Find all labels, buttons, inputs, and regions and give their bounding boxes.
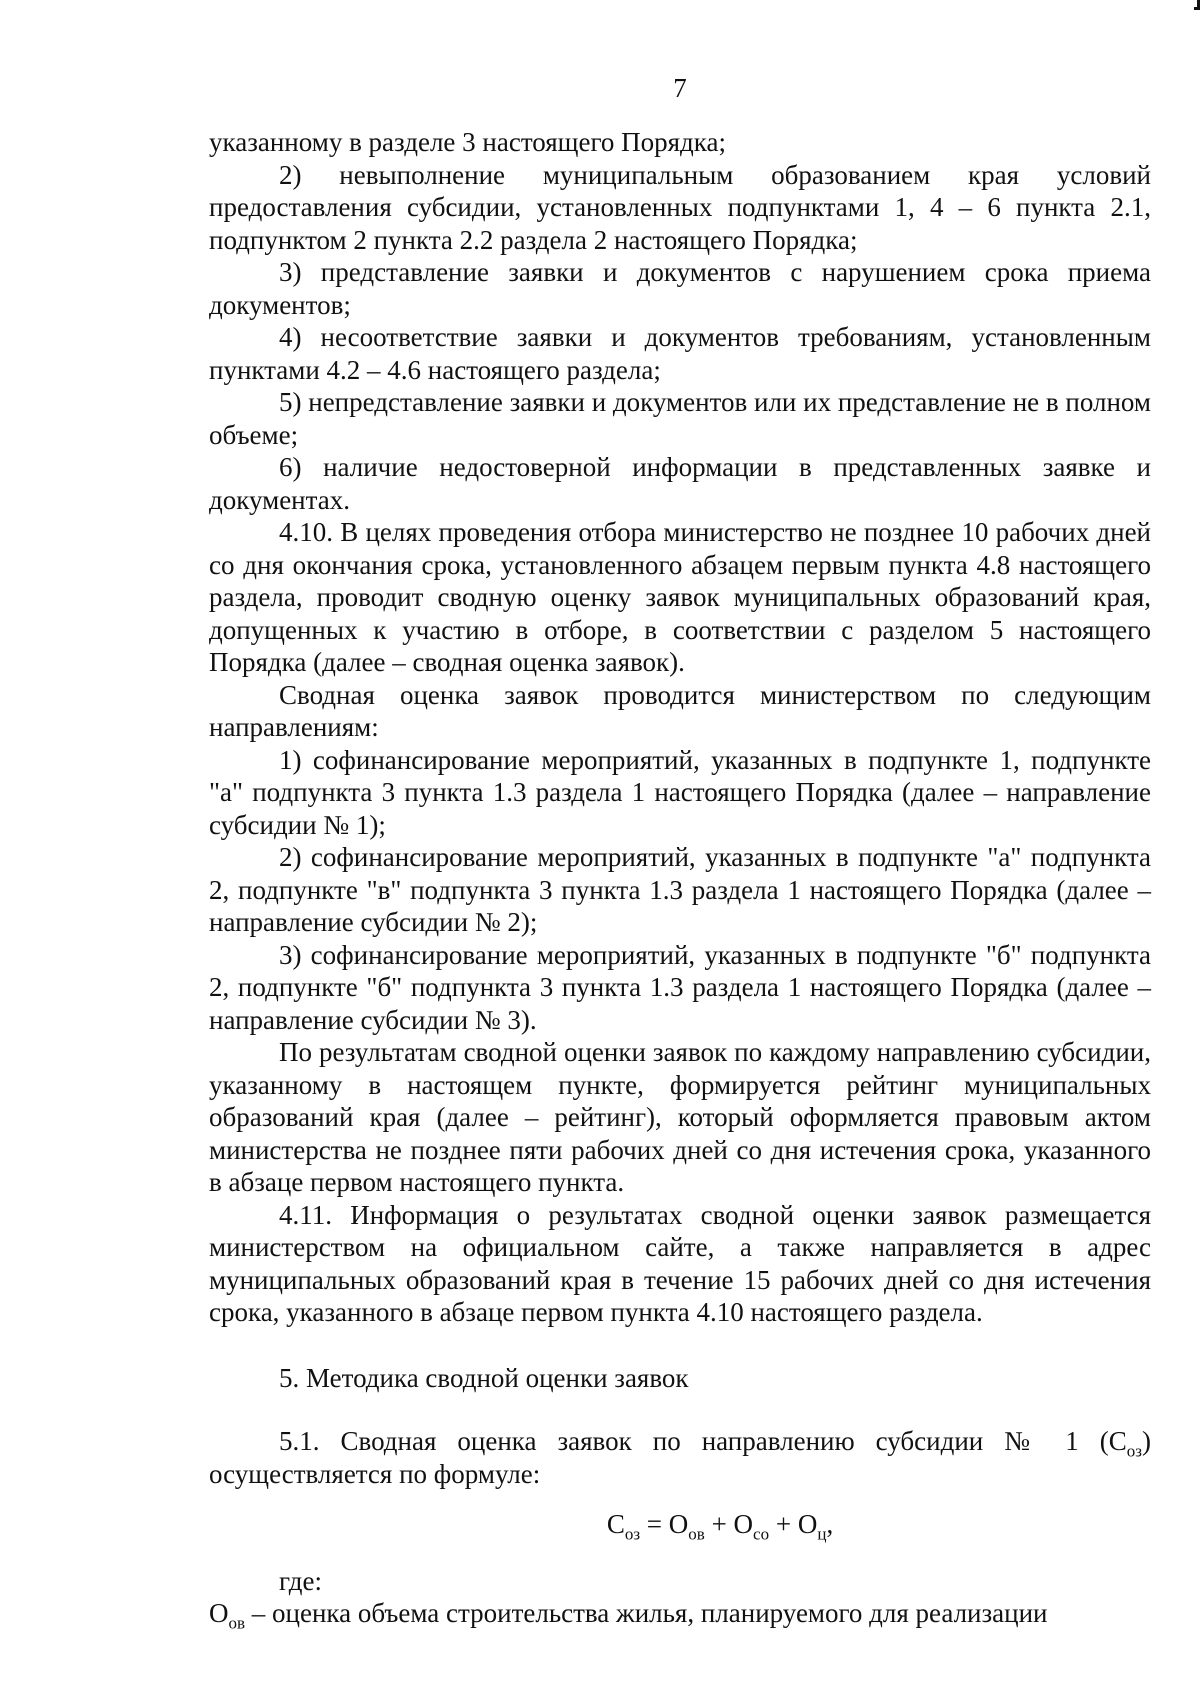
list-item: 2) невыполнение муниципальным образованием края условий предоставления субсидии, установленных подпунктами 1, 4 – 6 пункта 2.1, подпунктом 2 пункта 2.2 раздела 2 настоящего Порядка;: [209, 159, 1151, 255]
formula-symbol: + О: [769, 1509, 818, 1539]
list-item: 4) несоответствие заявки и документов требованиям, установленным пунктами 4.2 – 4.6 настоящего раздела;: [209, 322, 1151, 385]
paragraph: [209, 1425, 1151, 1490]
paragraph-text: ) осуществляется по формуле:: [209, 1426, 1151, 1489]
paragraph: Сводная оценка заявок проводится министерством по следующим направлениям:: [209, 679, 1151, 742]
definition-text: – оценка объема строительства жилья, планируемого для реализации: [245, 1598, 1048, 1628]
paragraph-text: 5.1. Сводная оценка заявок по направлению субсидии № 1 (С: [279, 1426, 1127, 1456]
paragraph: 4.10. В целях проведения отбора министерство не позднее 10 рабочих дней со дня окончания срока, установленного абзацем первым пункта 4.8 настоящего раздела, проводит сводную оценку заявок муниципальных образований края, допущенных к участию в отборе, в соответствии с разделом 5 настоящего Порядка (далее – сводная оценка заявок).: [209, 517, 1151, 677]
formula-symbol: = О: [640, 1509, 689, 1539]
page-number: 7: [673, 73, 687, 103]
paragraph: указанному в разделе 3 настоящего Порядка;: [209, 127, 726, 157]
formula-subscript: оз: [624, 1524, 641, 1544]
formula-symbol: + О: [704, 1509, 754, 1539]
definition: [209, 1597, 1151, 1633]
paragraph: 4.11. Информация о результатах сводной оценки заявок размещается министерством на официальном сайте, а также направляется в адрес муниципальных образований края в течение 15 рабочих дней со дня истечения срока, указанного в абзаце первом пункта 4.10 настоящего раздела.: [209, 1199, 1151, 1327]
list-item: 2) софинансирование мероприятий, указанных в подпункте "а" подпункта 2, подпункте "в" подпункта 3 пункта 1.3 раздела 1 настоящего Порядка (далее – направление субсидии № 2);: [209, 842, 1151, 937]
list-item: 3) софинансирование мероприятий, указанных в подпункте "б" подпункта 2, подпункте "б" подпункта 3 пункта 1.3 раздела 1 настоящего Порядка (далее – направление субсидии № 3).: [209, 939, 1151, 1035]
subscript: оз: [1126, 1441, 1142, 1461]
paragraph: По результатам сводной оценки заявок по каждому направлению субсидии, указанному в настоящем пункте, формируется рейтинг муниципальных образований края (далее – рейтинг), который оформляется правовым актом министерства не позднее пяти рабочих дней со дня истечения срока, указанного в абзаце первом настоящего пункта.: [209, 1037, 1151, 1197]
formula-subscript: ц: [817, 1524, 827, 1544]
section-heading: 5. Методика сводной оценки заявок: [279, 1362, 689, 1393]
scan-corner-mark: [1194, 0, 1200, 10]
definition-symbol: О: [209, 1598, 229, 1628]
formula-subscript: со: [753, 1524, 770, 1544]
list-item: 5) непредставление заявки и документов или их представление не в полном объеме;: [209, 387, 1151, 450]
where-label: где:: [279, 1565, 322, 1596]
formula-symbol: С: [606, 1509, 625, 1539]
definition-subscript: ов: [228, 1613, 246, 1633]
formula-subscript: ов: [688, 1524, 705, 1544]
formula: [209, 1508, 1151, 1544]
list-item: 3) представление заявки и документов с нарушением срока приема документов;: [209, 257, 1151, 320]
formula-symbol: ,: [826, 1509, 834, 1539]
list-item: 6) наличие недостоверной информации в представленных заявке и документах.: [209, 452, 1151, 515]
list-item: 1) софинансирование мероприятий, указанных в подпункте 1, подпункте "а" подпункта 3 пункта 1.3 раздела 1 настоящего Порядка (далее – направление субсидии № 1);: [209, 744, 1151, 840]
document-body: [209, 126, 1151, 1633]
